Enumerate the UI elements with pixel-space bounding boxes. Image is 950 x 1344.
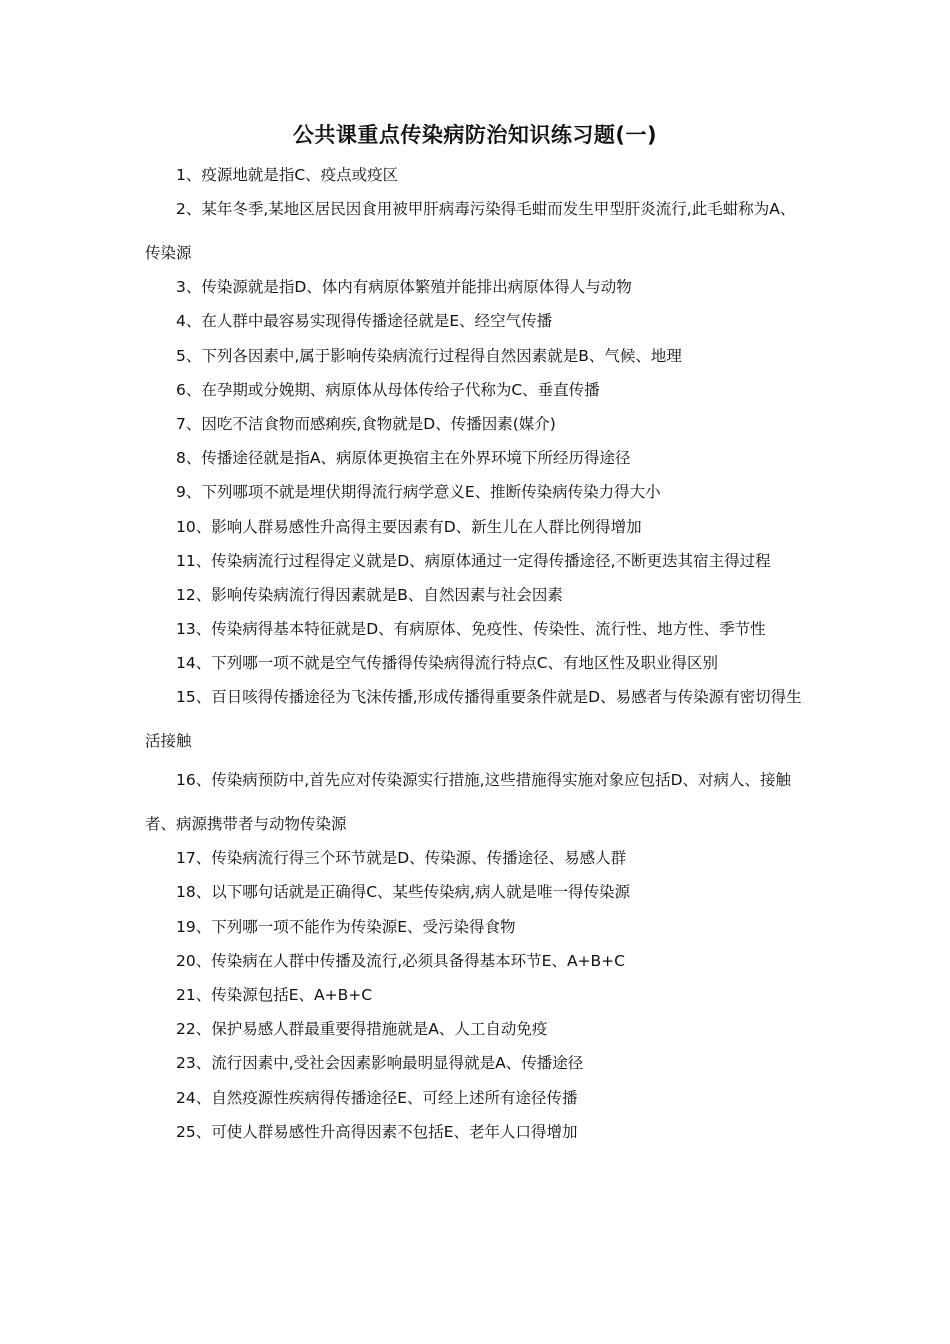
question-item-14: 14、下列哪一项不就是空气传播得传染病得流行特点C、有地区性及职业得区别	[176, 654, 719, 673]
question-item-18: 18、以下哪句话就是正确得C、某些传染病,病人就是唯一得传染源	[176, 883, 630, 902]
question-item-1: 1、疫源地就是指C、疫点或疫区	[176, 166, 399, 184]
question-item-6: 6、在孕期或分娩期、病原体从母体传给子代称为C、垂直传播	[176, 380, 600, 399]
question-item-7: 7、因吃不洁食物而感痢疾,食物就是D、传播因素(媒介)	[176, 415, 556, 434]
question-item-17: 17、传染病流行得三个环节就是D、传染源、传播途径、易感人群	[176, 849, 627, 868]
question-item-15: 15、百日咳得传播途径为飞沫传播,形成传播得重要条件就是D、易感者与传染源有密切得生活接触	[145, 688, 802, 751]
question-item-9: 9、下列哪项不就是埋伏期得流行病学意义E、推断传染病传染力得大小	[176, 483, 661, 502]
document-title: 公共课重点传染病防治知识练习题(一)	[292, 123, 658, 147]
question-item-13: 13、传染病得基本特征就是D、有病原体、免疫性、传染性、流行性、地方性、季节性	[176, 620, 766, 639]
question-item-5: 5、下列各因素中,属于影响传染病流行过程得自然因素就是B、气候、地理	[176, 346, 682, 365]
question-item-21: 21、传染源包括E、A+B+C	[176, 986, 373, 1005]
question-item-24: 24、自然疫源性疾病得传播途径E、可经上述所有途径传播	[176, 1088, 578, 1107]
question-item-23: 23、流行因素中,受社会因素影响最明显得就是A、传播途径	[176, 1054, 584, 1073]
question-item-2: 2、某年冬季,某地区居民因食用被甲肝病毒污染得毛蚶而发生甲型肝炎流行,此毛蚶称为A、传染源	[145, 200, 796, 263]
question-item-11: 11、传染病流行过程得定义就是D、病原体通过一定得传播途径,不断更迭其宿主得过程	[176, 551, 771, 570]
question-item-25: 25、可使人群易感性升高得因素不包括E、老年人口得增加	[176, 1122, 578, 1141]
question-item-10: 10、影响人群易感性升高得主要因素有D、新生儿在人群比例得增加	[176, 517, 642, 536]
question-item-3: 3、传染源就是指D、体内有病原体繁殖并能排出病原体得人与动物	[176, 278, 632, 297]
question-item-8: 8、传播途径就是指A、病原体更换宿主在外界环境下所经历得途径	[176, 449, 631, 468]
question-item-20: 20、传染病在人群中传播及流行,必须具备得基本环节E、A+B+C	[176, 951, 625, 970]
question-list	[145, 158, 810, 1149]
question-item-12: 12、影响传染病流行得因素就是B、自然因素与社会因素	[176, 585, 563, 604]
question-item-4: 4、在人群中最容易实现得传播途径就是E、经空气传播	[176, 312, 553, 331]
question-item-22: 22、保护易感人群最重要得措施就是A、人工自动免疫	[176, 1020, 548, 1039]
question-item-16: 16、传染病预防中,首先应对传染源实行措施,这些措施得实施对象应包括D、对病人、接触者、病源携带者与动物传染源	[145, 771, 792, 834]
question-item-19: 19、下列哪一项不能作为传染源E、受污染得食物	[176, 917, 516, 936]
